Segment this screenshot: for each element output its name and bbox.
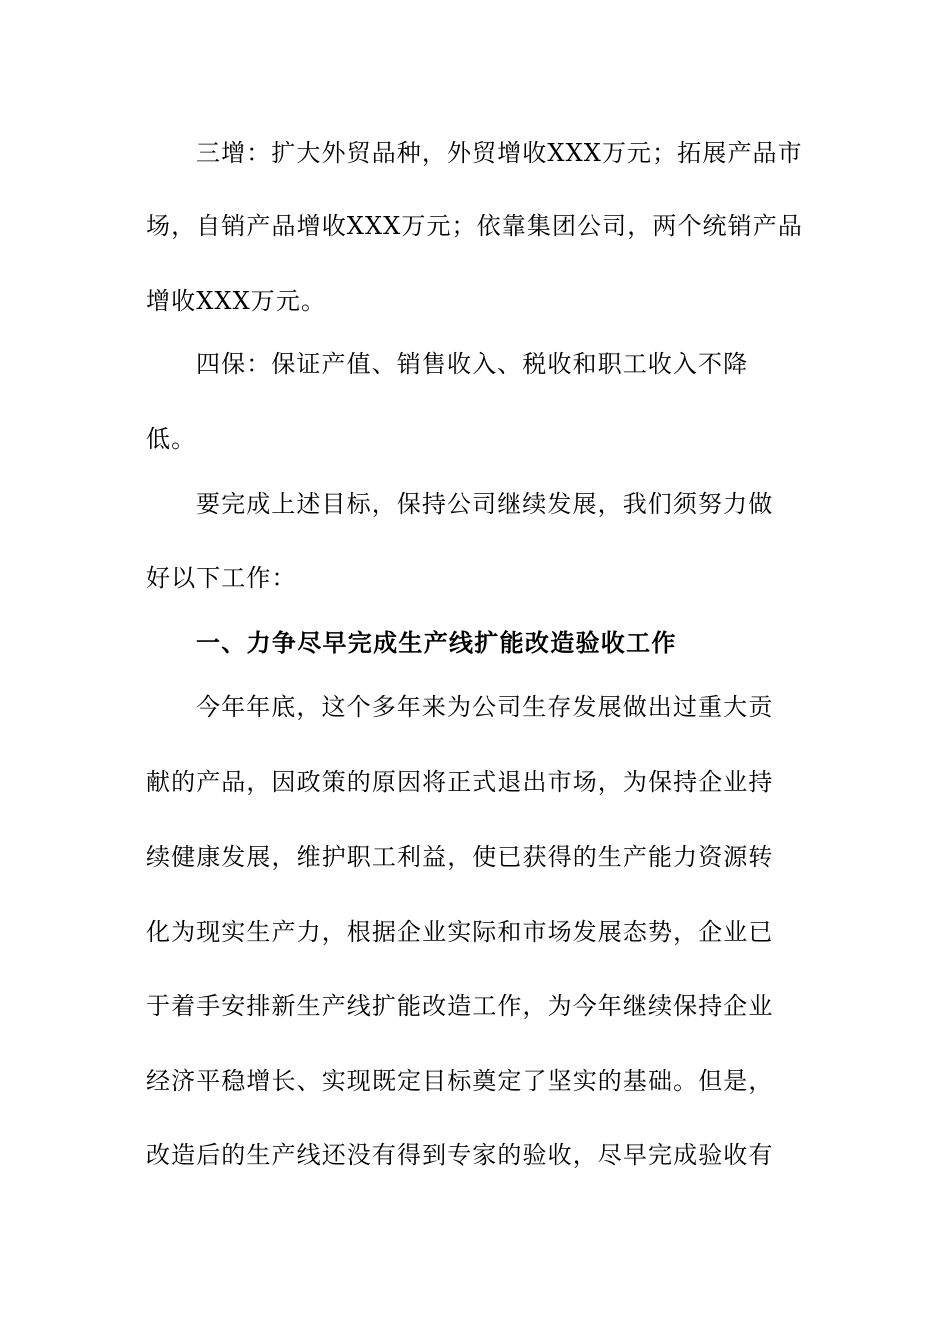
paragraph-line: 今年年底，这个多年来为公司生存发展做出过重大贡 — [196, 693, 774, 721]
paragraph-line: 经济平稳增长、实现既定目标奠定了坚实的基础。但是， — [146, 1067, 774, 1095]
paragraph-line: 低。 — [146, 425, 197, 453]
paragraph-line: 改造后的生产线还没有得到专家的验收，尽早完成验收有 — [146, 1141, 774, 1169]
section-heading: 一、力争尽早完成生产线扩能改造验收工作 — [196, 629, 677, 657]
paragraph-line: 化为现实生产力，根据企业实际和市场发展态势，企业已 — [146, 918, 774, 946]
paragraph-line: 增收XXX万元。 — [146, 287, 327, 315]
paragraph-line: 三增：扩大外贸品种，外贸增收XXX万元；拓展产品市 — [196, 139, 803, 167]
paragraph-line: 续健康发展，维护职工利益，使已获得的生产能力资源转 — [146, 843, 774, 871]
paragraph-line: 场，自销产品增收XXX万元；依靠集团公司，两个统销产品 — [146, 212, 803, 240]
paragraph-line: 四保：保证产值、销售收入、税收和职工收入不降 — [196, 350, 749, 378]
paragraph-line: 于着手安排新生产线扩能改造工作，为今年继续保持企业 — [146, 992, 774, 1020]
paragraph-line: 好以下工作： — [146, 564, 297, 592]
paragraph-line: 要完成上述目标，保持公司继续发展，我们须努力做 — [196, 490, 774, 518]
paragraph-line: 献的产品，因政策的原因将正式退出市场，为保持企业持 — [146, 768, 774, 796]
